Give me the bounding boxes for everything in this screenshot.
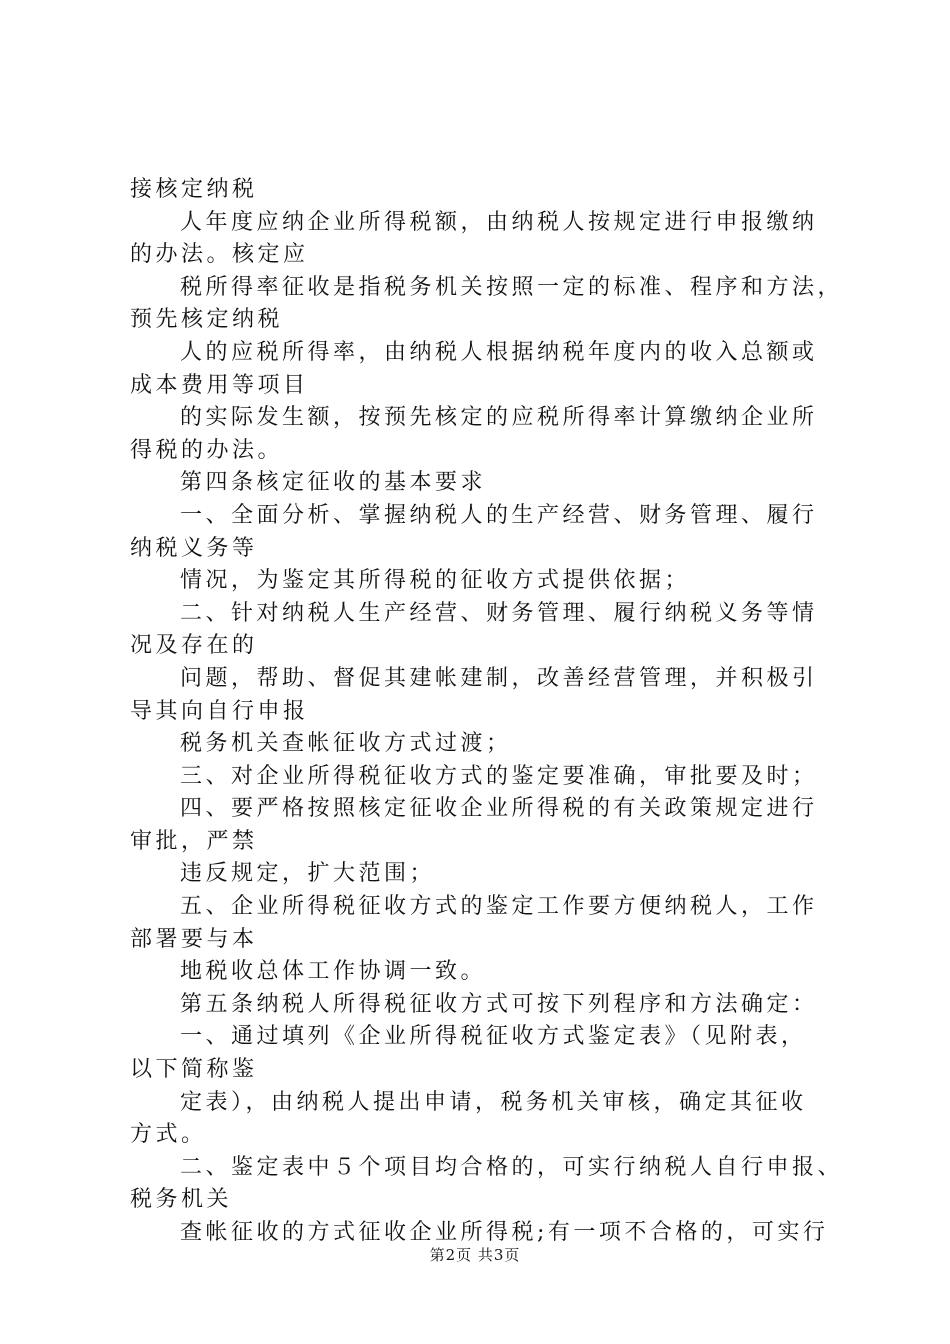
text-line: 的办法。核定应 xyxy=(130,242,309,268)
text-line: 预先核定纳税 xyxy=(130,307,284,333)
text-line: 五、企业所得税征收方式的鉴定工作要方便纳税人，工作 xyxy=(180,894,818,920)
text-line: 的实际发生额，按预先核定的应税所得率计算缴纳企业所 xyxy=(180,405,818,431)
text-line: 部署要与本 xyxy=(130,926,258,952)
text-line: 一、通过填列《企业所得税征收方式鉴定表》（见附表， xyxy=(180,1024,807,1050)
text-line: 接核定纳税 xyxy=(130,177,258,202)
text-line: 税务机关查帐征收方式过渡； xyxy=(180,731,512,757)
text-line: 二、针对纳税人生产经营、财务管理、履行纳税义务等情 xyxy=(180,600,818,626)
text-line: 问题，帮助、督促其建帐建制，改善经营管理，并积极引 xyxy=(180,665,818,691)
text-line: 况及存在的 xyxy=(130,633,258,659)
text-line: 方式。 xyxy=(130,1122,207,1148)
text-line: 地税收总体工作协调一致。 xyxy=(180,959,487,985)
text-line: 情况，为鉴定其所得税的征收方式提供依据； xyxy=(180,568,691,594)
text-line: 一、全面分析、掌握纳税人的生产经营、财务管理、履行 xyxy=(180,502,818,528)
text-line: 审批，严禁 xyxy=(130,828,258,854)
text-line: 第五条纳税人所得税征收方式可按下列程序和方法确定： xyxy=(180,991,818,1017)
text-line: 三、对企业所得税征收方式的鉴定要准确，审批要及时； xyxy=(180,763,818,789)
page-footer: 第2页 共3页 xyxy=(429,1246,521,1264)
text-line: 查帐征收的方式征收企业所得税;有一项不合格的，可实行 xyxy=(180,1220,829,1245)
text-line: 纳税义务等 xyxy=(130,535,258,561)
document-body xyxy=(130,174,850,1250)
text-line: 成本费用等项目 xyxy=(130,372,309,398)
text-line: 四、要严格按照核定征收企业所得税的有关政策规定进行 xyxy=(180,796,818,822)
text-line: 二、鉴定表中５个项目均合格的，可实行纳税人自行申报、 xyxy=(180,1154,844,1180)
text-line: 导其向自行申报 xyxy=(130,698,309,724)
text-line: 人的应税所得率，由纳税人根据纳税年度内的收入总额或 xyxy=(180,339,818,365)
text-line: 以下简称鉴 xyxy=(130,1057,258,1083)
text-line: 税务机关 xyxy=(130,1187,233,1213)
text-line: 定表），由纳税人提出申请，税务机关审核，确定其征收 xyxy=(180,1089,807,1115)
text-line: 得税的办法。 xyxy=(130,437,284,463)
text-line: 第四条核定征收的基本要求 xyxy=(180,470,487,496)
text-line: 税所得率征收是指税务机关按照一定的标准、程序和方法， xyxy=(180,274,844,300)
text-line: 违反规定，扩大范围； xyxy=(180,861,436,887)
text-line: 人年度应纳企业所得税额，由纳税人按规定进行申报缴纳 xyxy=(180,209,818,235)
